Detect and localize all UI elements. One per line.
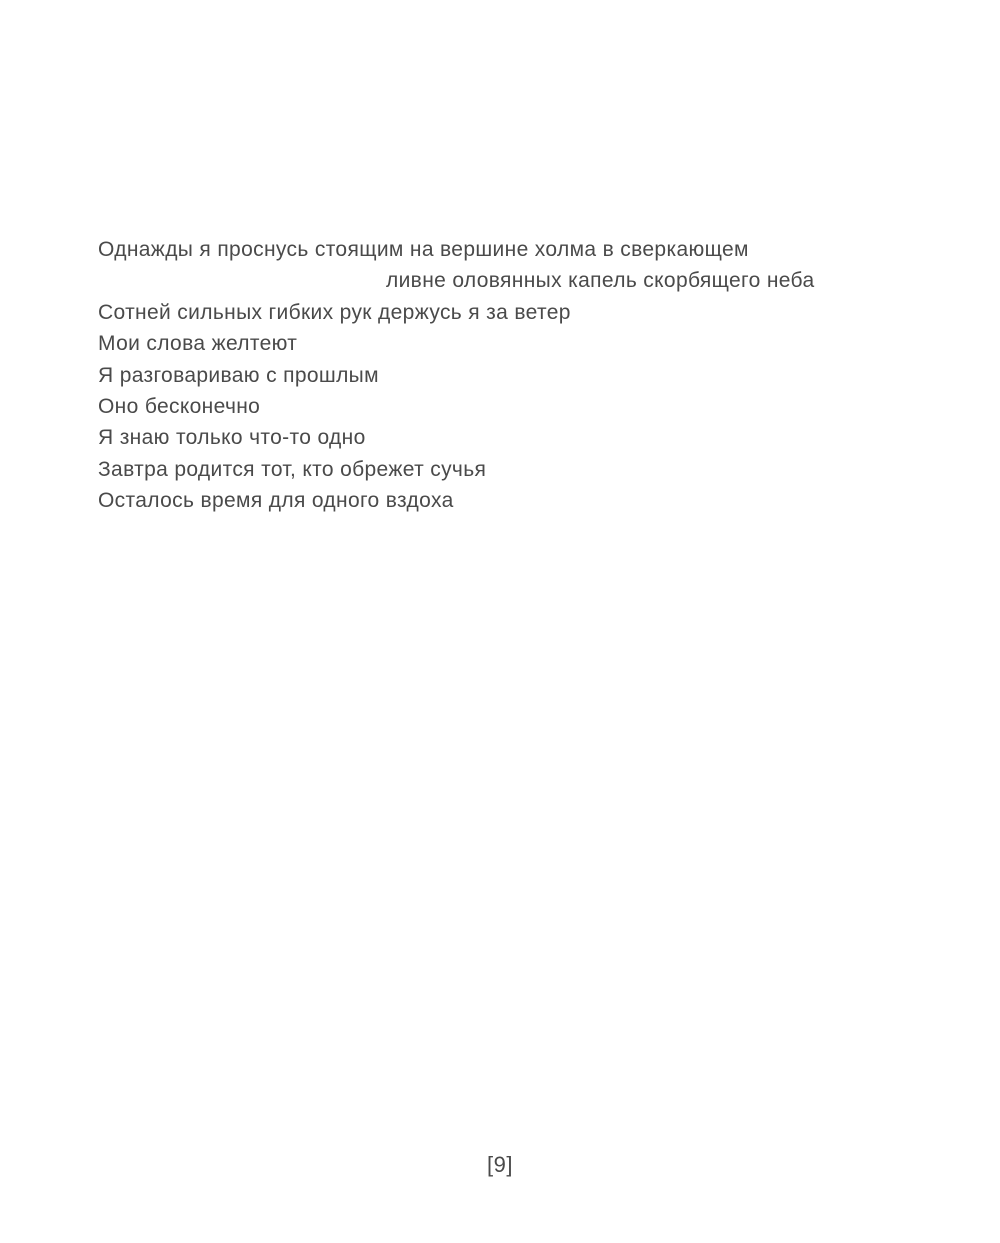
poem-text (98, 234, 958, 517)
poem-line: Осталось время для одного вздоха (98, 489, 454, 513)
poem-line: Однажды я проснусь стоящим на вершине холма в сверкающем (98, 238, 749, 261)
poem-line: Я знаю только что-то одно (98, 426, 366, 450)
poem-line: Оно бесконечно (98, 395, 261, 419)
poem-line-continuation: ливне оловянных капель скорбящего неба (386, 269, 815, 293)
poem-line: Завтра родится тот, кто обрежет сучья (98, 457, 487, 481)
poem-line: Сотней сильных гибких рук держусь я за ветер (98, 300, 571, 324)
poem-line: Мои слова желтеют (98, 332, 298, 356)
page-number: [9] (487, 1152, 513, 1177)
poem-line: Я разговариваю с прошлым (98, 363, 379, 387)
